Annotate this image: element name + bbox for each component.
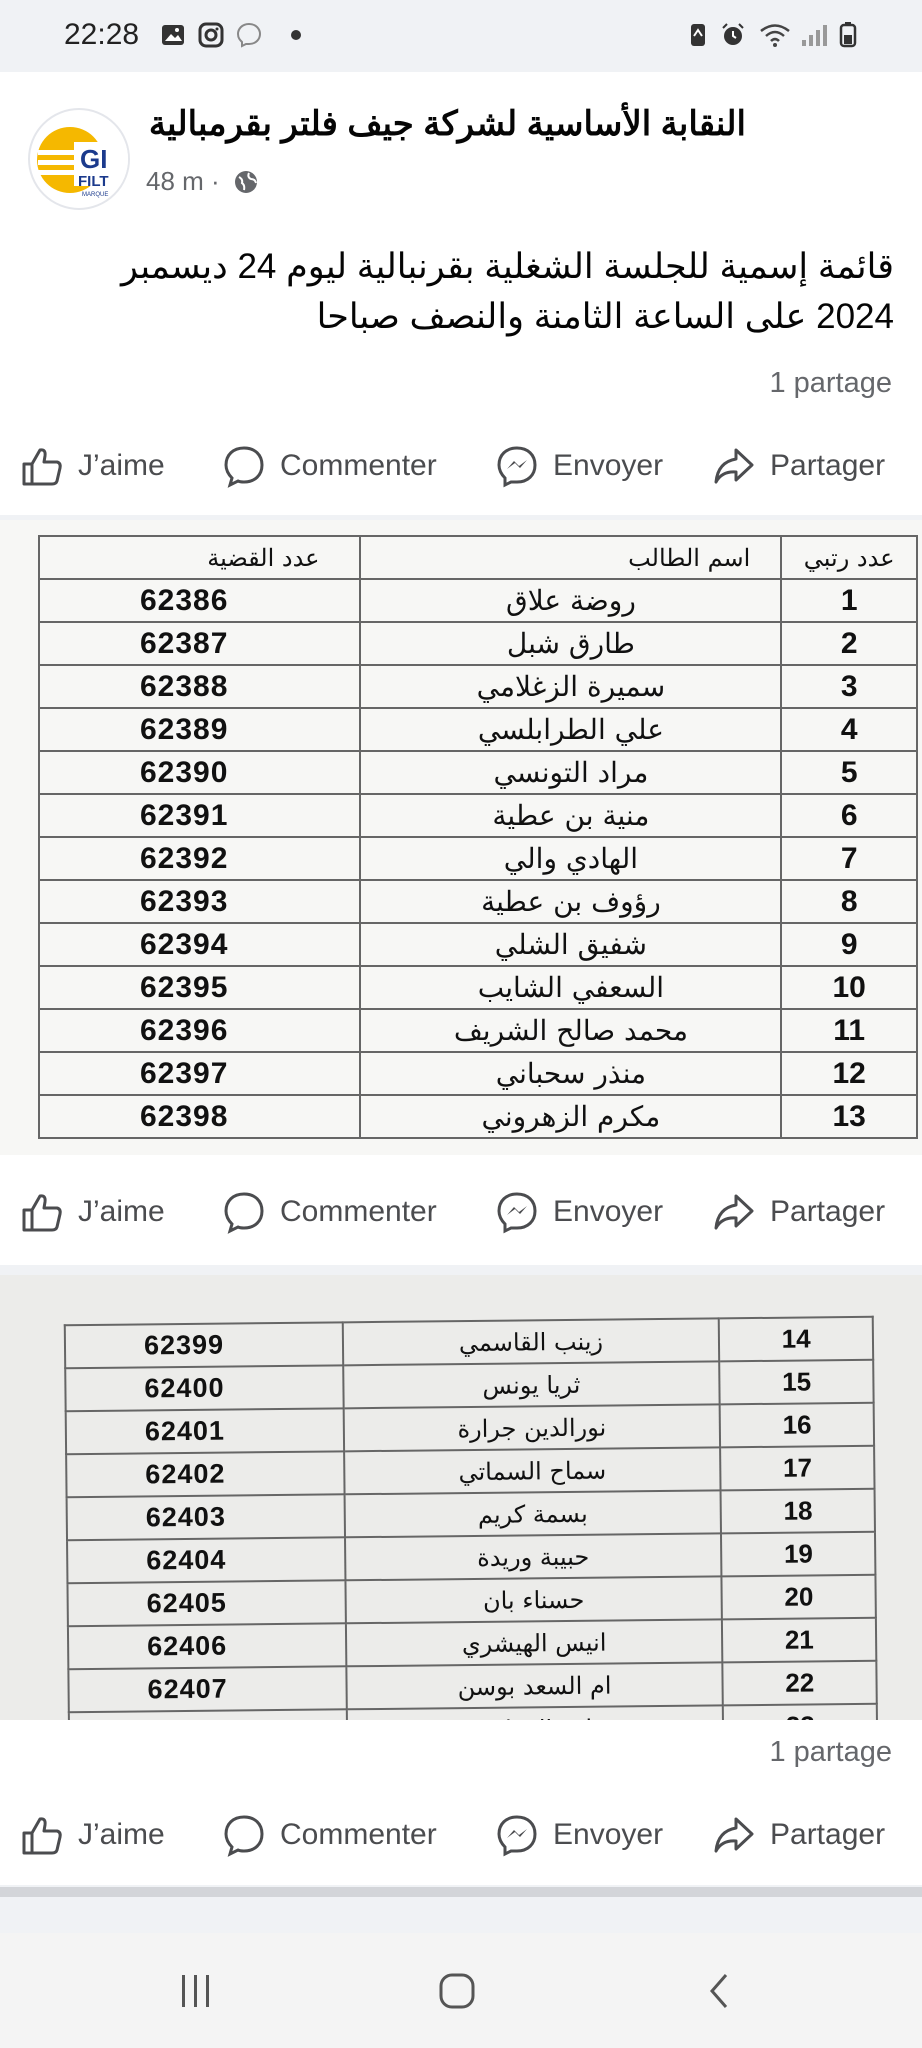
rank-cell: 16	[720, 1403, 874, 1448]
case-number-cell: 62386	[39, 579, 360, 622]
candidate-table-2	[64, 1316, 878, 1756]
student-name-cell: سماح السماتي	[344, 1447, 721, 1494]
comment-icon	[222, 444, 266, 488]
rank-cell: 22	[723, 1661, 877, 1706]
alarm-icon	[720, 22, 746, 48]
header-case-number: عدد القضية	[39, 536, 360, 579]
share-label: Partager	[770, 449, 886, 482]
rank-cell: 3	[781, 665, 917, 708]
comment-button[interactable]	[222, 1795, 437, 1875]
rank-cell: 11	[781, 1009, 917, 1052]
rank-cell: 6	[781, 794, 917, 837]
case-number-cell: 62407	[68, 1666, 346, 1712]
battery-saver-icon	[685, 22, 711, 48]
svg-text:GI: GI	[80, 144, 108, 174]
table-row	[39, 1095, 917, 1138]
student-name-cell: الهادي والي	[360, 837, 781, 880]
status-bar	[0, 0, 922, 72]
table-row	[39, 880, 917, 923]
case-number-cell: 62387	[39, 622, 360, 665]
table-body-1	[39, 579, 917, 1138]
share-arrow-icon	[712, 1190, 756, 1234]
rank-cell: 8	[781, 880, 917, 923]
student-name-cell: رؤوف بن عطية	[360, 880, 781, 923]
wifi-icon	[758, 22, 792, 48]
student-name-cell: ثريا يونس	[343, 1361, 720, 1408]
share-label: Partager	[770, 1818, 886, 1851]
student-name-cell: محمد صالح الشريف	[360, 1009, 781, 1052]
send-label: Envoyer	[553, 1818, 664, 1851]
case-number-cell: 62400	[65, 1365, 343, 1411]
comment-button[interactable]	[222, 426, 437, 506]
table-row	[39, 622, 917, 665]
back-icon[interactable]	[700, 1971, 740, 2011]
case-number-cell: 62395	[39, 966, 360, 1009]
student-name-cell: مكرم الزهروني	[360, 1095, 781, 1138]
share-button[interactable]	[712, 1795, 885, 1875]
status-time: 22:28	[64, 18, 140, 51]
header-student-name: اسم الطالب	[360, 536, 781, 579]
post-text: قائمة إسمية للجلسة الشغلية بقرنبالية ليوم 24 ديسمبر 2024 على الساعة الثامنة والنصف صباحا	[121, 247, 894, 336]
send-label: Envoyer	[553, 1195, 664, 1228]
case-number-cell: 62399	[65, 1322, 343, 1368]
rank-cell: 17	[721, 1446, 875, 1491]
post-time-text: 48 m ·	[146, 166, 220, 196]
share-arrow-icon	[712, 1813, 756, 1857]
rank-cell: 9	[781, 923, 917, 966]
case-number-cell: 62396	[39, 1009, 360, 1052]
case-number-cell: 62402	[66, 1451, 344, 1497]
header-rank: عدد رتبي	[781, 536, 917, 579]
rank-cell: 5	[781, 751, 917, 794]
share-count[interactable]: 1 partage	[769, 367, 892, 399]
thumbs-up-icon	[20, 1190, 64, 1234]
like-button[interactable]	[20, 1795, 165, 1875]
table-row	[39, 837, 917, 880]
case-number-cell: 62394	[39, 923, 360, 966]
comment-label: Commenter	[280, 1818, 437, 1851]
student-name-cell: طارق شبل	[360, 622, 781, 665]
case-number-cell: 62397	[39, 1052, 360, 1095]
like-label: J’aime	[78, 1195, 165, 1228]
rank-cell: 13	[781, 1095, 917, 1138]
gif-filter-logo-icon	[30, 110, 128, 208]
table-row	[39, 665, 917, 708]
table-row	[39, 794, 917, 837]
home-icon[interactable]	[437, 1971, 477, 2011]
rank-cell: 19	[721, 1532, 875, 1577]
student-name-cell: انيس الهيشري	[345, 1619, 722, 1666]
feed-divider	[0, 1887, 922, 1897]
rank-cell: 2	[781, 622, 917, 665]
rank-cell: 21	[722, 1618, 876, 1663]
table-row	[39, 579, 917, 622]
case-number-cell: 62404	[67, 1537, 345, 1583]
share-button[interactable]	[712, 426, 885, 506]
like-button[interactable]	[20, 426, 165, 506]
dot-icon	[288, 22, 314, 48]
rank-cell: 20	[722, 1575, 876, 1620]
rank-cell: 12	[781, 1052, 917, 1095]
image-1-actions	[0, 1172, 922, 1252]
case-number-cell: 62406	[68, 1623, 346, 1669]
student-name-cell: بسمة كريم	[344, 1490, 721, 1537]
case-number-cell: 62388	[39, 665, 360, 708]
table-row	[39, 966, 917, 1009]
send-button[interactable]	[495, 1795, 663, 1875]
share-arrow-icon	[712, 444, 756, 488]
messenger-icon	[495, 444, 539, 488]
send-label: Envoyer	[553, 449, 664, 482]
student-name-cell: نورالدين جرارة	[343, 1404, 720, 1451]
case-number-cell: 62389	[39, 708, 360, 751]
case-number-cell: 62390	[39, 751, 360, 794]
post-timestamp[interactable]	[146, 166, 259, 197]
send-button[interactable]	[495, 426, 663, 506]
gallery-icon	[160, 22, 186, 48]
student-name-cell: منية بن عطية	[360, 794, 781, 837]
student-name-cell: حبيبة وريدة	[345, 1533, 722, 1580]
rank-cell: 15	[720, 1360, 874, 1405]
battery-icon	[838, 22, 858, 48]
table-body-2	[65, 1317, 877, 1755]
student-name-cell: مراد التونسي	[360, 751, 781, 794]
comment-label: Commenter	[280, 449, 437, 482]
case-number-cell: 62403	[67, 1494, 345, 1540]
comment-button[interactable]	[222, 1172, 437, 1252]
student-name-cell: علي الطرابلسي	[360, 708, 781, 751]
page-avatar[interactable]	[28, 108, 130, 210]
image-2-actions	[0, 1795, 922, 1875]
share-count[interactable]: 1 partage	[769, 1736, 892, 1768]
system-nav-bar	[0, 1933, 922, 2048]
table-row	[39, 708, 917, 751]
post-actions	[0, 426, 922, 506]
page-name[interactable]: النقابة الأساسية لشركة جيف فلتر بقرمبالية	[148, 105, 746, 143]
case-number-cell: 62392	[39, 837, 360, 880]
like-button[interactable]	[20, 1172, 165, 1252]
student-name-cell: ام السعد بوسن	[346, 1662, 723, 1709]
thumbs-up-icon	[20, 1813, 64, 1857]
student-name-cell: روضة علاق	[360, 579, 781, 622]
like-label: J’aime	[78, 1818, 165, 1851]
student-name-cell: منذر سحباني	[360, 1052, 781, 1095]
rank-cell: 10	[781, 966, 917, 1009]
student-name-cell: زينب القاسمي	[342, 1318, 719, 1365]
rank-cell: 4	[781, 708, 917, 751]
table-row	[39, 1052, 917, 1095]
comment-label: Commenter	[280, 1195, 437, 1228]
rank-cell: 7	[781, 837, 917, 880]
student-name-cell: شفيق الشلي	[360, 923, 781, 966]
student-name-cell: سميرة الزغلامي	[360, 665, 781, 708]
recent-apps-icon[interactable]	[176, 1971, 216, 2011]
comment-icon	[222, 1190, 266, 1234]
messenger-icon	[495, 1813, 539, 1857]
case-number-cell: 62401	[66, 1408, 344, 1454]
messenger-status-icon	[236, 22, 262, 48]
share-label: Partager	[770, 1195, 886, 1228]
signal-icon	[800, 22, 830, 48]
case-number-cell: 62398	[39, 1095, 360, 1138]
table-row	[39, 1009, 917, 1052]
thumbs-up-icon	[20, 444, 64, 488]
messenger-icon	[495, 1190, 539, 1234]
instagram-icon	[198, 22, 224, 48]
student-name-cell: حسناء بان	[345, 1576, 722, 1623]
like-label: J’aime	[78, 449, 165, 482]
svg-text:MARQUE: MARQUE	[82, 192, 109, 198]
comment-icon	[222, 1813, 266, 1857]
case-number-cell: 62393	[39, 880, 360, 923]
candidate-table-1	[38, 535, 918, 1139]
rank-cell: 14	[719, 1317, 873, 1362]
case-number-cell: 62391	[39, 794, 360, 837]
globe-icon	[233, 169, 259, 195]
table-row	[39, 751, 917, 794]
student-name-cell: السعفي الشايب	[360, 966, 781, 1009]
case-number-cell: 62405	[67, 1580, 345, 1626]
rank-cell: 18	[721, 1489, 875, 1534]
table-header-row	[39, 536, 917, 579]
send-button[interactable]	[495, 1172, 663, 1252]
rank-cell: 1	[781, 579, 917, 622]
table-row	[39, 923, 917, 966]
share-button[interactable]	[712, 1172, 885, 1252]
svg-text:FILT: FILT	[78, 173, 109, 190]
